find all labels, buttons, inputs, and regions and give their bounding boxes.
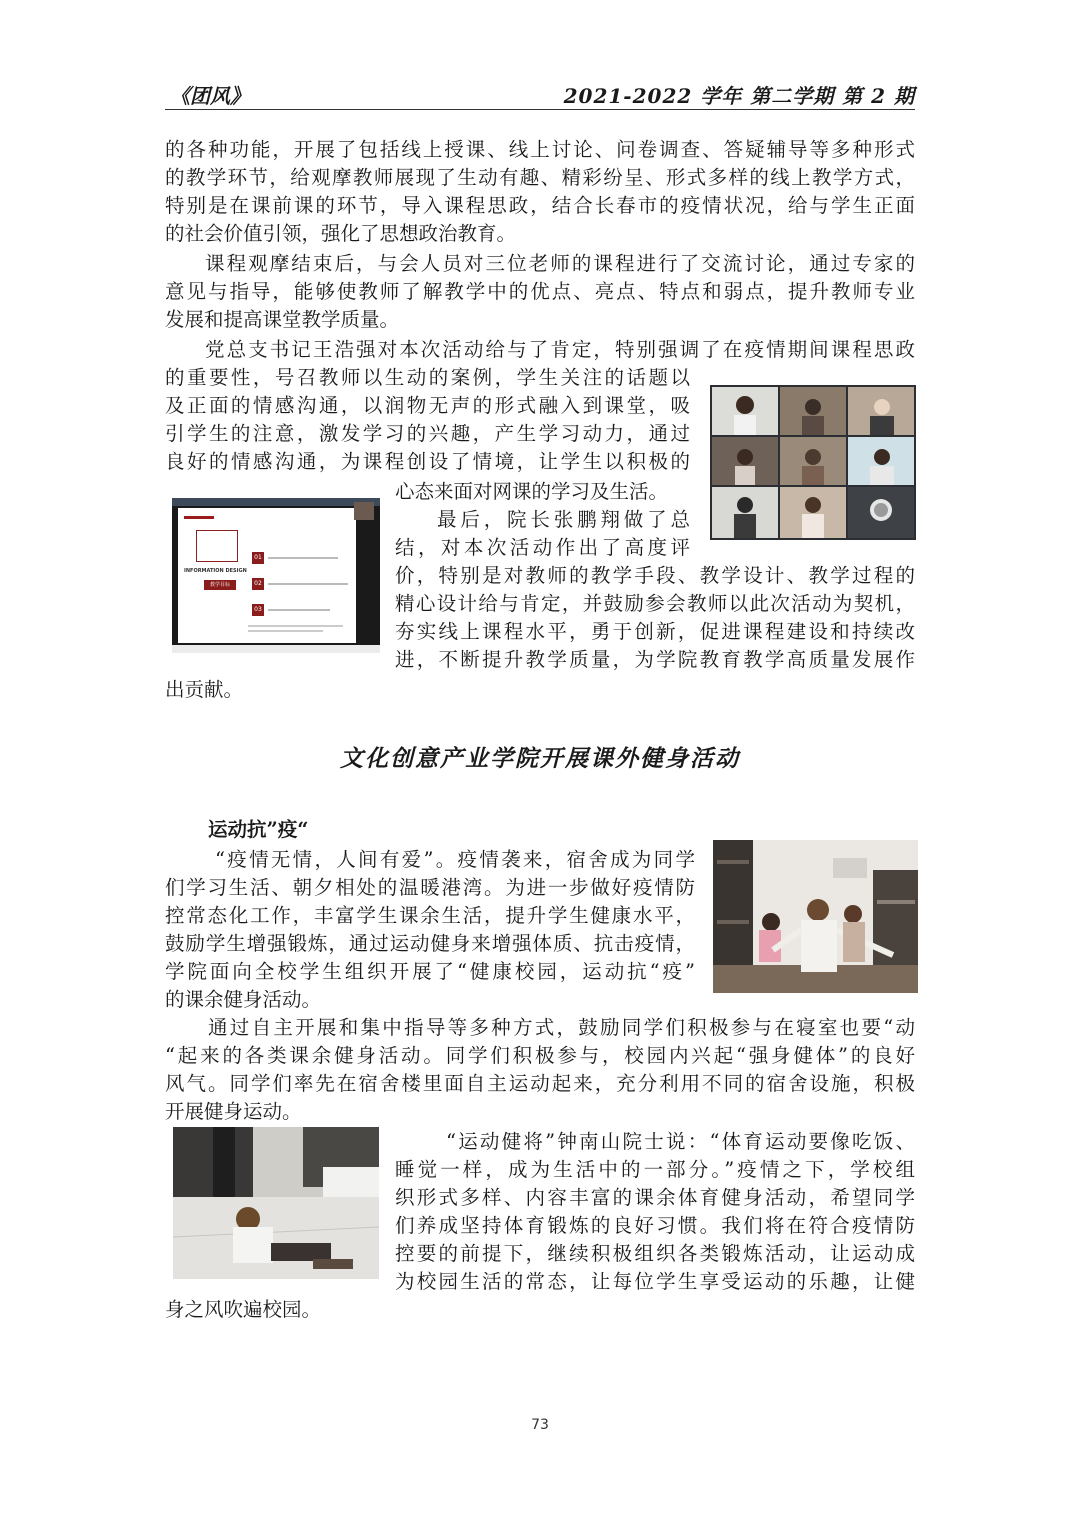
player-bar bbox=[172, 645, 380, 653]
slide-page bbox=[178, 508, 356, 643]
article-subheading: 运动抗”疫“ bbox=[208, 818, 309, 841]
slide-item-marker: 01 bbox=[252, 552, 264, 564]
body-line: 们学习生活、朝夕相处的温暖港湾。为进一步做好疫情防 bbox=[165, 876, 695, 899]
body-line: 通过自主开展和集中指导等多种方式，鼓励同学们积极参与在寝室也要“动 bbox=[208, 1016, 915, 1039]
slide-item-marker: 03 bbox=[252, 604, 264, 616]
article-title: 文化创意产业学院开展课外健身活动 bbox=[340, 745, 740, 772]
body-line: 党总支书记王浩强对本次活动给与了肯定，特别强调了在疫情期间课程思政 bbox=[205, 338, 915, 361]
body-line: 心态来面对网课的学习及生活。 bbox=[395, 480, 669, 503]
body-line: 织形式多样、内容丰富的课余体育健身活动，希望同学 bbox=[395, 1186, 915, 1209]
body-line: 们养成坚持体育锻炼的良好习惯。我们将在符合疫情防 bbox=[395, 1214, 915, 1237]
body-line: 控要的前提下，继续积极组织各类锻炼活动，让运动成 bbox=[395, 1242, 915, 1265]
body-line: 最后，院长张鹏翔做了总 bbox=[437, 508, 690, 531]
body-line: 开展健身运动。 bbox=[165, 1100, 302, 1123]
slide-info-label: INFORMATION DESIGN bbox=[184, 568, 247, 574]
video-conference-photo bbox=[710, 385, 916, 540]
body-line: 良好的情感沟通，为课程创设了情境，让学生以积极的 bbox=[165, 450, 690, 473]
slide-presentation-photo bbox=[172, 498, 380, 653]
body-line: 特别是在课前课的环节，导入课程思政，结合长春市的疫情状况，给与学生正面 bbox=[165, 194, 915, 217]
body-line: 学院面向全校学生组织开展了“健康校园，运动抗“疫” bbox=[165, 960, 695, 983]
body-line: 发展和提高课堂教学质量。 bbox=[165, 308, 400, 331]
page-number: 73 bbox=[531, 1417, 549, 1433]
body-line: 夯实线上课程水平，勇于创新，促进课程建设和持续改 bbox=[395, 620, 915, 643]
body-line: 的社会价值引领，强化了思想政治教育。 bbox=[165, 222, 517, 245]
body-line: 的重要性，号召教师以生动的案例，学生关注的话题以 bbox=[165, 366, 690, 389]
stretching-photo bbox=[173, 1127, 379, 1279]
body-line: 出贡献。 bbox=[165, 678, 244, 701]
body-line: “运动健将”钟南山院士说：“体育运动要像吃饭、 bbox=[446, 1130, 915, 1153]
body-line: 进，不断提升教学质量，为学院教育教学高质量发展作 bbox=[395, 648, 915, 671]
slide-item-marker: 02 bbox=[252, 578, 264, 590]
body-line: 为校园生活的常态，让每位学生享受运动的乐趣，让健 bbox=[395, 1270, 915, 1293]
body-line: 睡觉一样，成为生活中的一部分。”疫情之下，学校组 bbox=[395, 1158, 915, 1181]
body-line: 价，特别是对教师的教学手段、教学设计、教学过程的 bbox=[395, 564, 915, 587]
presenter-thumbnail bbox=[354, 502, 374, 520]
issue-info: 2021-2022 学年 第二学期 第 2 期 bbox=[563, 84, 915, 108]
body-line: 风气。同学们率先在宿舍楼里面自主运动起来，充分利用不同的宿舍设施，积极 bbox=[165, 1072, 915, 1095]
journal-title: 《团风》 bbox=[170, 84, 250, 108]
body-line: 身之风吹遍校园。 bbox=[165, 1298, 322, 1321]
body-line: “起来的各类课余健身活动。同学们积极参与，校园内兴起“强身健体”的良好 bbox=[165, 1044, 915, 1067]
body-line: 的课余健身活动。 bbox=[165, 988, 322, 1011]
body-line: 精心设计给与肯定，并鼓励参会教师以此次活动为契机， bbox=[395, 592, 915, 615]
body-line: 结，对本次活动作出了高度评 bbox=[395, 536, 690, 559]
body-line: 意见与指导，能够使教师了解教学中的优点、亮点、特点和弱点，提升教师专业 bbox=[165, 280, 915, 303]
body-line: 的各种功能，开展了包括线上授课、线上讨论、问卷调查、答疑辅导等多种形式 bbox=[165, 138, 915, 161]
body-line: 控常态化工作，丰富学生课余生活，提升学生健康水平， bbox=[165, 904, 695, 927]
body-line: 鼓励学生增强锻炼，通过运动健身来增强体质、抗击疫情， bbox=[165, 932, 695, 955]
body-line: “疫情无情，人间有爱”。疫情袭来，宿舍成为同学 bbox=[215, 848, 695, 871]
body-line: 课程观摩结束后，与会人员对三位老师的课程进行了交流讨论，通过专家的 bbox=[205, 252, 915, 275]
browser-tab-bar bbox=[172, 498, 380, 506]
body-line: 的教学环节，给观摩教师展现了生动有趣、精彩纷呈、形式多样的线上教学方式， bbox=[165, 166, 915, 189]
dorm-exercise-photo bbox=[713, 840, 918, 993]
slide-caption: 教学目标 bbox=[204, 580, 236, 590]
body-line: 引学生的注意，激发学习的兴趣，产生学习动力，通过 bbox=[165, 422, 690, 445]
body-line: 及正面的情感沟通，以润物无声的形式融入到课堂，吸 bbox=[165, 394, 690, 417]
header-rule bbox=[165, 109, 915, 110]
